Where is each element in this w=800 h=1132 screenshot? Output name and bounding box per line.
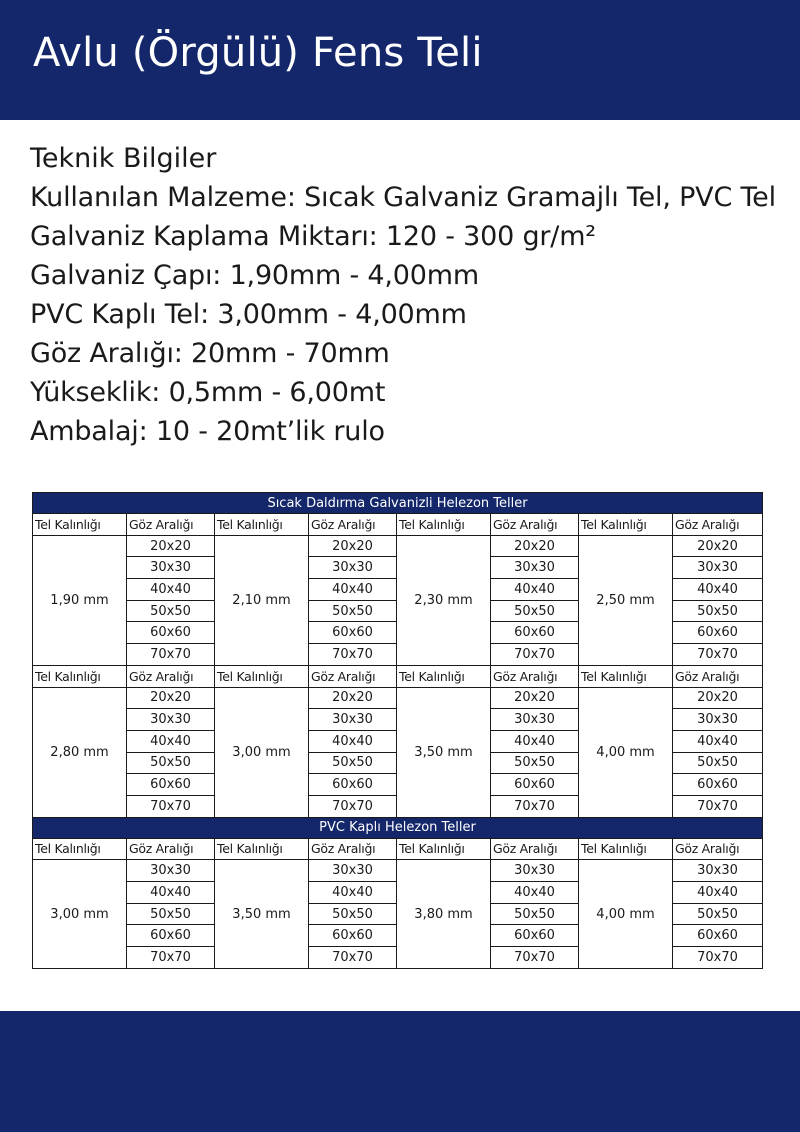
header-thickness: Tel Kalınlığı: [215, 665, 309, 687]
mesh-size-cell: 50x50: [127, 600, 215, 622]
wire-thickness-cell: 2,10 mm: [215, 535, 309, 665]
spec-galvanize-diameter: Galvaniz Çapı: 1,90mm - 4,00mm: [30, 260, 479, 291]
mesh-size-cell: 60x60: [491, 774, 579, 796]
mesh-size-cell: 20x20: [491, 687, 579, 709]
mesh-size-cell: 60x60: [673, 925, 763, 947]
mesh-size-cell: 20x20: [309, 687, 397, 709]
section-title-row: [33, 493, 763, 514]
mesh-size-cell: 50x50: [673, 752, 763, 774]
section-title-row: [33, 817, 763, 838]
mesh-size-cell: 50x50: [127, 752, 215, 774]
table-row: [33, 860, 763, 882]
mesh-size-cell: 40x40: [491, 579, 579, 601]
header-thickness: Tel Kalınlığı: [33, 665, 127, 687]
page-title: Avlu (Örgülü) Fens Teli: [33, 30, 483, 76]
header-thickness: Tel Kalınlığı: [33, 514, 127, 536]
mesh-size-cell: 70x70: [309, 947, 397, 969]
header-thickness: Tel Kalınlığı: [397, 514, 491, 536]
header-thickness: Tel Kalınlığı: [215, 838, 309, 860]
mesh-size-cell: 40x40: [673, 730, 763, 752]
spec-material: Kullanılan Malzeme: Sıcak Galvaniz Gramajlı Tel, PVC Tel: [30, 182, 776, 213]
mesh-size-cell: 70x70: [673, 644, 763, 666]
header-thickness: Tel Kalınlığı: [397, 665, 491, 687]
mesh-size-cell: 50x50: [491, 752, 579, 774]
header-mesh: Göz Aralığı: [309, 838, 397, 860]
wire-thickness-cell: 3,00 mm: [215, 687, 309, 817]
mesh-size-cell: 60x60: [491, 622, 579, 644]
column-header-row: [33, 838, 763, 860]
mesh-size-cell: 50x50: [309, 903, 397, 925]
header-thickness: Tel Kalınlığı: [397, 838, 491, 860]
mesh-size-cell: 70x70: [309, 644, 397, 666]
mesh-size-cell: 30x30: [309, 860, 397, 882]
header-band: [0, 0, 800, 120]
mesh-size-cell: 40x40: [673, 882, 763, 904]
mesh-size-cell: 30x30: [673, 557, 763, 579]
wire-spec-table: [32, 492, 763, 969]
mesh-size-cell: 70x70: [491, 947, 579, 969]
header-mesh: Göz Aralığı: [491, 838, 579, 860]
mesh-size-cell: 60x60: [127, 622, 215, 644]
mesh-size-cell: 60x60: [491, 925, 579, 947]
technical-specs: [30, 140, 800, 451]
mesh-size-cell: 40x40: [491, 730, 579, 752]
mesh-size-cell: 40x40: [673, 579, 763, 601]
header-mesh: Göz Aralığı: [673, 514, 763, 536]
wire-thickness-cell: 4,00 mm: [579, 687, 673, 817]
mesh-size-cell: 70x70: [491, 644, 579, 666]
section-title: Sıcak Daldırma Galvanizli Helezon Teller: [33, 493, 763, 514]
mesh-size-cell: 70x70: [673, 795, 763, 817]
mesh-size-cell: 20x20: [127, 687, 215, 709]
mesh-size-cell: 40x40: [127, 882, 215, 904]
spec-packaging: Ambalaj: 10 - 20mt’lik rulo: [30, 416, 385, 447]
mesh-size-cell: 50x50: [491, 903, 579, 925]
mesh-size-cell: 50x50: [309, 600, 397, 622]
wire-thickness-cell: 1,90 mm: [33, 535, 127, 665]
mesh-size-cell: 30x30: [491, 709, 579, 731]
mesh-size-cell: 60x60: [309, 622, 397, 644]
wire-thickness-cell: 3,00 mm: [33, 860, 127, 968]
mesh-size-cell: 40x40: [127, 579, 215, 601]
header-mesh: Göz Aralığı: [309, 665, 397, 687]
header-mesh: Göz Aralığı: [127, 665, 215, 687]
mesh-size-cell: 70x70: [673, 947, 763, 969]
header-thickness: Tel Kalınlığı: [579, 665, 673, 687]
mesh-size-cell: 20x20: [491, 535, 579, 557]
section-title: PVC Kaplı Helezon Teller: [33, 817, 763, 838]
table-row: [33, 687, 763, 709]
mesh-size-cell: 60x60: [127, 925, 215, 947]
mesh-size-cell: 40x40: [491, 882, 579, 904]
mesh-size-cell: 20x20: [309, 535, 397, 557]
wire-thickness-cell: 4,00 mm: [579, 860, 673, 968]
mesh-size-cell: 40x40: [309, 579, 397, 601]
table-row: [33, 535, 763, 557]
mesh-size-cell: 40x40: [309, 882, 397, 904]
spec-height: Yükseklik: 0,5mm - 6,00mt: [30, 377, 386, 408]
mesh-size-cell: 30x30: [127, 860, 215, 882]
spec-mesh-spacing: Göz Aralığı: 20mm - 70mm: [30, 338, 390, 369]
mesh-size-cell: 30x30: [491, 557, 579, 579]
header-mesh: Göz Aralığı: [127, 514, 215, 536]
mesh-size-cell: 50x50: [491, 600, 579, 622]
mesh-size-cell: 50x50: [673, 600, 763, 622]
header-thickness: Tel Kalınlığı: [579, 514, 673, 536]
mesh-size-cell: 60x60: [309, 774, 397, 796]
header-mesh: Göz Aralığı: [491, 514, 579, 536]
spec-galvanize-amount: Galvaniz Kaplama Miktarı: 120 - 300 gr/m²: [30, 221, 596, 252]
header-mesh: Göz Aralığı: [127, 838, 215, 860]
mesh-size-cell: 70x70: [127, 795, 215, 817]
mesh-size-cell: 30x30: [673, 860, 763, 882]
header-mesh: Göz Aralığı: [673, 838, 763, 860]
wire-thickness-cell: 2,30 mm: [397, 535, 491, 665]
mesh-size-cell: 30x30: [309, 557, 397, 579]
header-thickness: Tel Kalınlığı: [215, 514, 309, 536]
specs-heading: Teknik Bilgiler: [30, 143, 217, 174]
mesh-size-cell: 30x30: [673, 709, 763, 731]
header-thickness: Tel Kalınlığı: [579, 838, 673, 860]
mesh-size-cell: 70x70: [127, 947, 215, 969]
mesh-size-cell: 70x70: [491, 795, 579, 817]
wire-thickness-cell: 3,80 mm: [397, 860, 491, 968]
mesh-size-cell: 60x60: [673, 774, 763, 796]
wire-thickness-cell: 3,50 mm: [397, 687, 491, 817]
mesh-size-cell: 30x30: [127, 709, 215, 731]
header-thickness: Tel Kalınlığı: [33, 838, 127, 860]
wire-thickness-cell: 3,50 mm: [215, 860, 309, 968]
mesh-size-cell: 70x70: [309, 795, 397, 817]
mesh-size-cell: 20x20: [673, 687, 763, 709]
mesh-size-cell: 20x20: [673, 535, 763, 557]
mesh-size-cell: 70x70: [127, 644, 215, 666]
header-mesh: Göz Aralığı: [673, 665, 763, 687]
column-header-row: [33, 514, 763, 536]
mesh-size-cell: 30x30: [127, 557, 215, 579]
mesh-size-cell: 30x30: [491, 860, 579, 882]
mesh-size-cell: 50x50: [127, 903, 215, 925]
mesh-size-cell: 40x40: [127, 730, 215, 752]
footer-band: [0, 1011, 800, 1132]
mesh-size-cell: 60x60: [127, 774, 215, 796]
mesh-size-cell: 50x50: [673, 903, 763, 925]
mesh-size-cell: 20x20: [127, 535, 215, 557]
mesh-size-cell: 30x30: [309, 709, 397, 731]
mesh-size-cell: 60x60: [673, 622, 763, 644]
mesh-size-cell: 60x60: [309, 925, 397, 947]
column-header-row: [33, 665, 763, 687]
mesh-size-cell: 40x40: [309, 730, 397, 752]
wire-thickness-cell: 2,80 mm: [33, 687, 127, 817]
header-mesh: Göz Aralığı: [309, 514, 397, 536]
spec-pvc-wire: PVC Kaplı Tel: 3,00mm - 4,00mm: [30, 299, 467, 330]
header-mesh: Göz Aralığı: [491, 665, 579, 687]
mesh-size-cell: 50x50: [309, 752, 397, 774]
wire-thickness-cell: 2,50 mm: [579, 535, 673, 665]
